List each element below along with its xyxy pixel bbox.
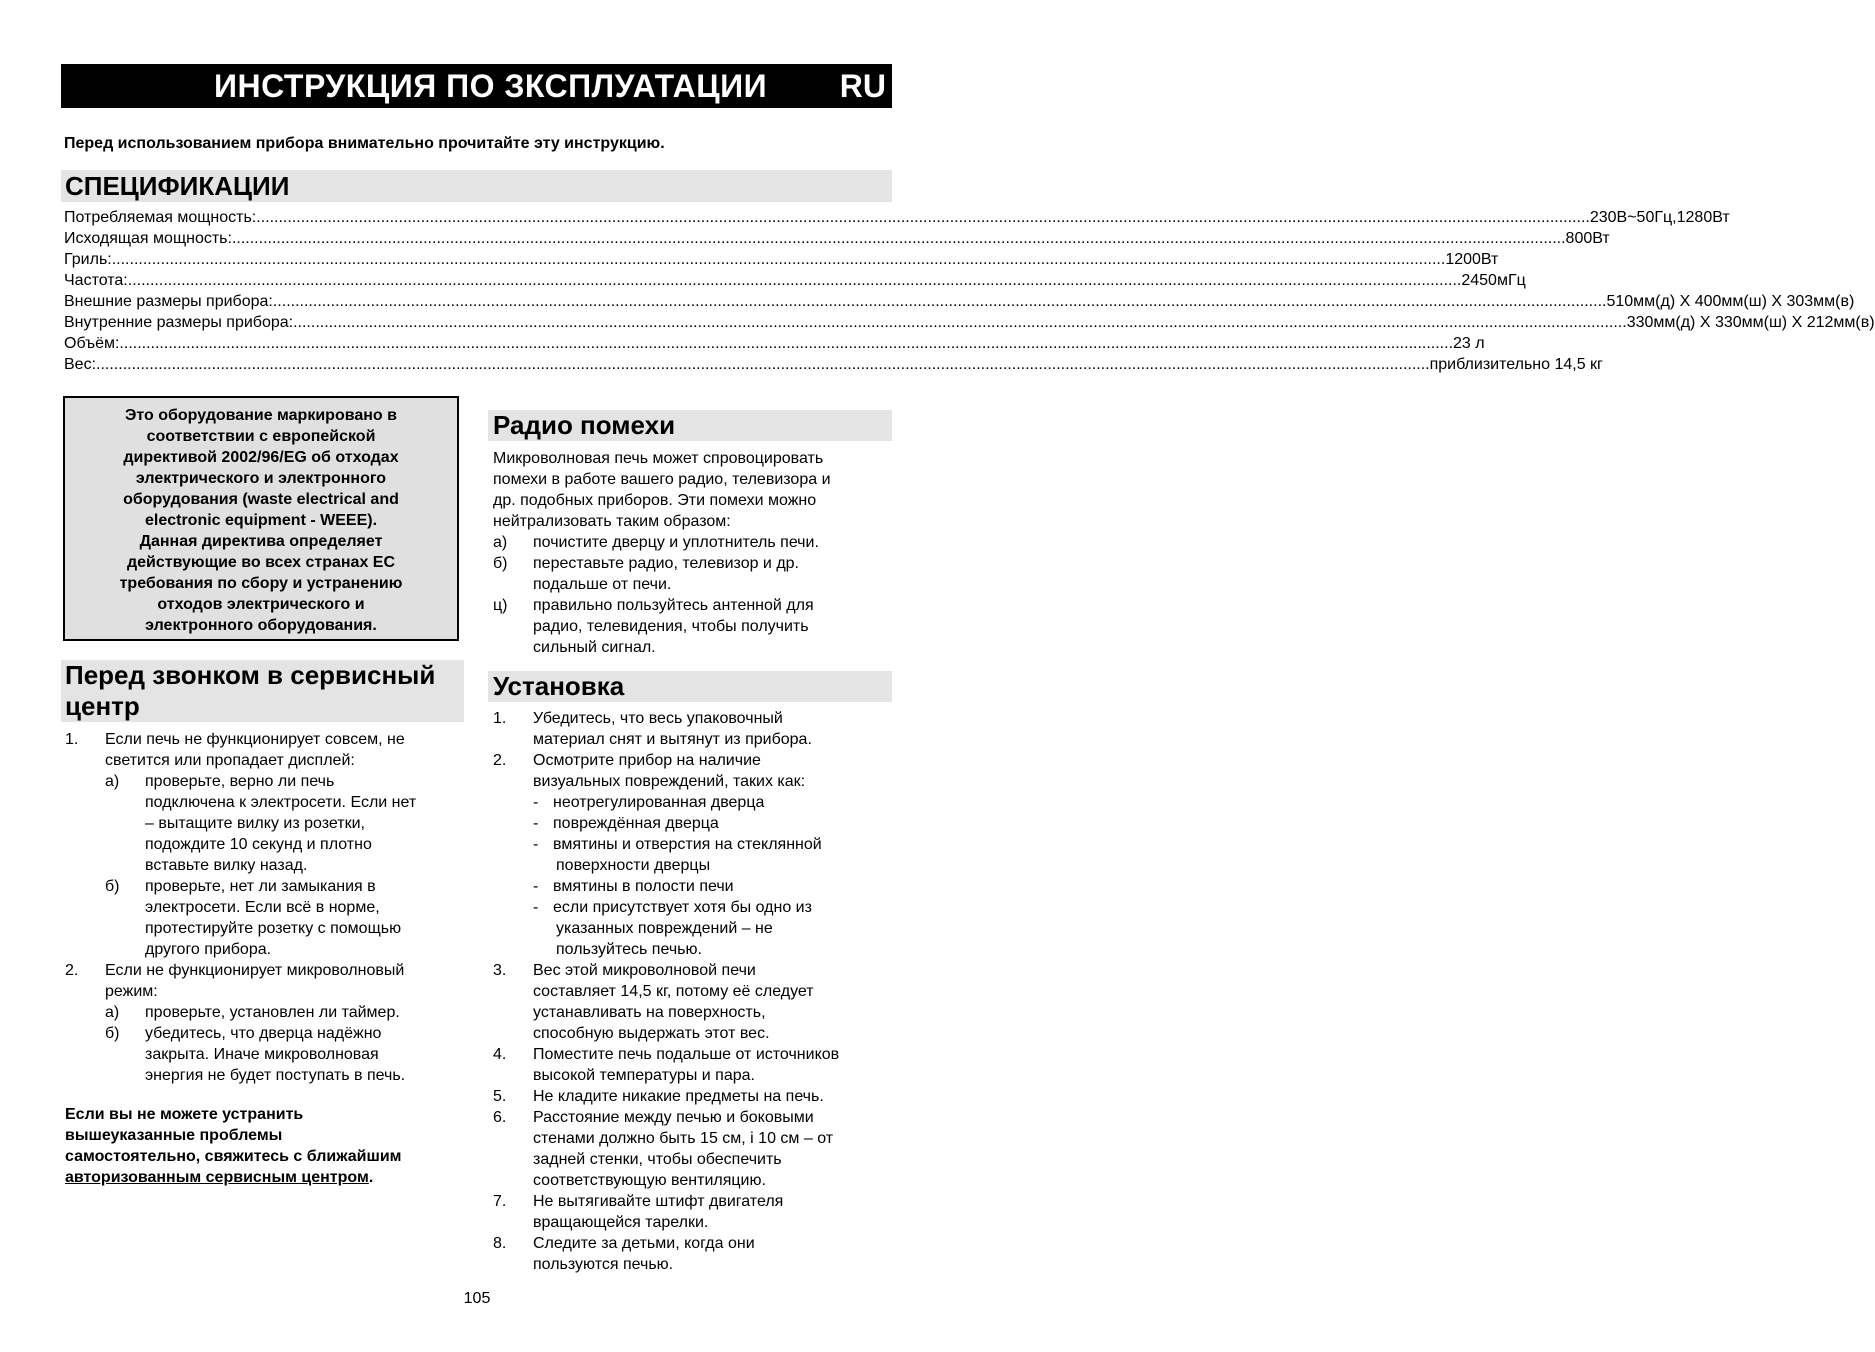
service-subitem-line: убедитесь, что дверца надёжно [145, 1025, 382, 1042]
radio-item-line: сильный сигнал. [533, 639, 656, 656]
install-dash-line: указанных повреждений – не [556, 920, 773, 937]
install-item-line: Убедитесь, что весь упаковочный [533, 710, 783, 727]
weee-line: электрического и электронного [135, 470, 387, 487]
spec-leader-dots: ............................................................................................................................................................................................................................................................................................................ [256, 209, 1590, 226]
spec-value: 230В~50Гц,1280Вт [1589, 209, 1730, 226]
spec-label: Частота: [64, 272, 128, 289]
radio-heading: Радио помехи [493, 410, 676, 440]
spec-label: Внешние размеры прибора: [64, 293, 273, 310]
spec-value: приблизительно 14,5 кг [1429, 356, 1603, 373]
service-note-line: самостоятельно, свяжитесь с ближайшим [65, 1148, 402, 1165]
install-item-line: Не вытягивайте штифт двигателя [533, 1193, 784, 1210]
spec-value: 510мм(д) Х 400мм(ш) Х 303мм(в) [1606, 293, 1855, 310]
install-item-line: Расстояние между печью и боковыми [533, 1109, 814, 1126]
specs-heading-bar [61, 170, 892, 202]
spec-value: 23 л [1453, 335, 1485, 352]
spec-row [64, 354, 1603, 375]
weee-line: электронного оборудования. [145, 617, 377, 634]
install-item-line: стенами должно быть 15 см, і 10 см – от [533, 1130, 834, 1147]
title-banner [61, 64, 892, 108]
radio-text-line: Микроволновая печь может спровоцировать [493, 450, 824, 467]
service-item-number: 2. [65, 962, 79, 979]
service-subitem-line: протестируйте розетку с помощью [145, 920, 402, 937]
service-subitem-line: проверьте, установлен ли таймер. [145, 1004, 400, 1021]
install-item-number: 6. [493, 1109, 507, 1126]
radio-item-line: правильно пользуйтесь антенной для [533, 597, 814, 614]
weee-line: действующие во всех странах ЕС [126, 554, 396, 571]
spec-leader-dots: ............................................................................................................................................................................................................................................................................................................ [96, 356, 1430, 373]
spec-leader-dots: ............................................................................................................................................................................................................................................................................................................ [231, 230, 1566, 247]
weee-line: оборудования (waste electrical and [123, 491, 399, 508]
service-item-line: Если не функционирует микроволновый [105, 962, 405, 979]
spec-leader-dots: ............................................................................................................................................................................................................................................................................................................ [119, 335, 1454, 352]
service-heading-bar [61, 660, 464, 722]
spec-value: 1200Вт [1445, 251, 1499, 268]
install-item-line: способную выдержать этот вес. [533, 1025, 770, 1042]
install-item-number: 4. [493, 1046, 507, 1063]
install-dash: - [533, 794, 539, 811]
install-dash-line: повреждённая дверца [553, 815, 719, 832]
install-item-line: Вес этой микроволновой печи [533, 962, 756, 979]
install-item-line: материал снят и вытянут из прибора. [533, 731, 812, 748]
service-item-number: 1. [65, 731, 79, 748]
install-item-number: 5. [493, 1088, 507, 1105]
radio-item-marker: а) [493, 534, 508, 551]
radio-heading-bar [488, 410, 892, 441]
weee-line: Это оборудование маркировано в [125, 407, 397, 424]
weee-notice-box [63, 396, 459, 641]
install-item-number: 1. [493, 710, 507, 727]
install-item-line: высокой температуры и пара. [533, 1067, 755, 1084]
service-heading-line1: Перед звонком в сервисный [65, 660, 436, 690]
page-title: ИНСТРУКЦИЯ ПО ЗКСПЛУАТАЦИИ [214, 68, 768, 104]
spec-value: 330мм(д) Х 330мм(ш) Х 212мм(в) [1626, 314, 1875, 331]
install-dash: - [533, 899, 539, 916]
install-item-line: составляет 14,5 кг, потому её следует [533, 983, 814, 1000]
spec-leader-dots: ............................................................................................................................................................................................................................................................................................................ [293, 314, 1627, 331]
spec-row [64, 228, 1610, 249]
install-dash-line: если присутствует хотя бы одно из [553, 899, 812, 916]
service-item-line: светится или пропадает дисплей: [105, 752, 355, 769]
install-item-line: Осмотрите прибор на наличие [533, 752, 761, 769]
service-subitem-line: проверьте, верно ли печь [145, 773, 335, 790]
intro-note: Перед использованием прибора внимательно прочитайте эту инструкцию. [64, 135, 665, 152]
radio-text-line: др. подобных приборов. Эти помехи можно [493, 492, 817, 509]
weee-line: Данная директива определяет [139, 533, 383, 550]
spec-label: Вес: [64, 356, 97, 373]
service-subitem-marker: а) [105, 773, 120, 790]
install-dash-line: пользуйтесь печью. [556, 941, 702, 958]
spec-label: Исходящая мощность: [64, 230, 232, 247]
spec-row [64, 291, 1855, 312]
radio-text-line: помехи в работе вашего радио, телевизора и [493, 471, 831, 488]
install-dash-line: вмятины в полости печи [553, 878, 734, 895]
service-subitem-line: проверьте, нет ли замыкания в [145, 878, 376, 895]
radio-item-marker: б) [493, 555, 508, 572]
install-item-line: соответствующую вентиляцию. [533, 1172, 766, 1189]
install-item-number: 2. [493, 752, 507, 769]
service-item-line: Если печь не функционирует совсем, не [105, 731, 405, 748]
install-item-line: Поместите печь подальше от источников [533, 1046, 840, 1063]
spec-label: Объём: [64, 335, 120, 352]
install-dash: - [533, 836, 539, 853]
service-subitem-line: вставьте вилку назад. [145, 857, 308, 874]
weee-line: electronic equipment - WEEE). [144, 512, 378, 529]
specs-list [64, 207, 1875, 375]
install-item-line: пользуются печью. [533, 1256, 674, 1273]
install-item-line: Следите за детьми, когда они [533, 1235, 755, 1252]
service-subitem-marker: б) [105, 1025, 120, 1042]
install-heading: Установка [493, 671, 625, 701]
service-note-last-line [65, 1167, 373, 1188]
radio-item-line: почистите дверцу и уплотнитель печи. [533, 534, 819, 551]
radio-text-line: нейтрализовать таким образом: [493, 513, 731, 530]
install-item-line: устанавливать на поверхность, [533, 1004, 766, 1021]
weee-line: требования по сбору и устранению [119, 575, 403, 592]
language-code: RU [839, 68, 886, 104]
radio-item-line: радио, телевидения, чтобы получить [533, 618, 809, 635]
install-item-line: задней стенки, чтобы обеспечить [533, 1151, 782, 1168]
specs-heading: СПЕЦИФИКАЦИИ [65, 171, 290, 201]
service-center-link: авторизованным сервисным центром [65, 1169, 369, 1186]
install-dash-line: неотрегулированная дверца [553, 794, 765, 811]
service-subitem-line: другого прибора. [145, 941, 272, 958]
install-dash-line: вмятины и отверстия на стеклянной [553, 836, 822, 853]
service-subitem-line: – вытащите вилку из розетки, [145, 815, 365, 832]
radio-item-line: переставьте радио, телевизор и др. [533, 555, 799, 572]
service-subitem-line: подождите 10 секунд и плотно [145, 836, 372, 853]
service-subitem-line: закрыта. Иначе микроволновая [145, 1046, 379, 1063]
spec-leader-dots: ............................................................................................................................................................................................................................................................................................................ [272, 293, 1607, 310]
spec-row [64, 333, 1485, 354]
radio-item-marker: ц) [493, 597, 508, 614]
spec-row [64, 312, 1875, 333]
radio-item-line: подальше от печи. [533, 576, 672, 593]
service-heading-line2: центр [65, 691, 140, 721]
service-subitem-line: электросети. Если всё в норме, [145, 899, 380, 916]
install-dash: - [533, 815, 539, 832]
install-item-line: визуальных повреждений, таких как: [533, 773, 806, 790]
spec-value: 2450мГц [1461, 272, 1526, 289]
service-note-line: Если вы не можете устранить [65, 1106, 304, 1123]
weee-line: директивой 2002/96/EG об отходах [123, 449, 399, 466]
service-note-end: . [368, 1169, 374, 1186]
service-note-line: вышеуказанные проблемы [65, 1127, 283, 1144]
service-subitem-line: энергия не будет поступать в печь. [145, 1067, 406, 1084]
service-subitem-marker: а) [105, 1004, 120, 1021]
install-item-number: 7. [493, 1193, 507, 1210]
install-item-number: 8. [493, 1235, 507, 1252]
service-item-line: режим: [105, 983, 158, 1000]
install-item-line: Не кладите никакие предметы на печь. [533, 1088, 824, 1105]
spec-leader-dots: ............................................................................................................................................................................................................................................................................................................ [127, 272, 1462, 289]
service-subitem-line: подключена к электросети. Если нет [145, 794, 417, 811]
spec-value: 800Вт [1565, 230, 1610, 247]
weee-line: отходов электрического и [157, 596, 365, 613]
spec-label: Потребляемая мощность: [64, 209, 257, 226]
spec-row [64, 207, 1730, 228]
spec-leader-dots: ............................................................................................................................................................................................................................................................................................................ [111, 251, 1446, 268]
service-subitem-marker: б) [105, 878, 120, 895]
spec-label: Внутренние размеры прибора: [64, 314, 294, 331]
spec-label: Гриль: [64, 251, 112, 268]
install-dash: - [533, 878, 539, 895]
install-item-line: вращающейся тарелки. [533, 1214, 709, 1231]
weee-line: соответствии с европейской [146, 428, 376, 445]
spec-row [64, 249, 1499, 270]
install-dash-line: поверхности дверцы [556, 857, 711, 874]
install-item-number: 3. [493, 962, 507, 979]
spec-row [64, 270, 1526, 291]
install-heading-bar [488, 671, 892, 702]
page-number: 105 [463, 1290, 491, 1307]
